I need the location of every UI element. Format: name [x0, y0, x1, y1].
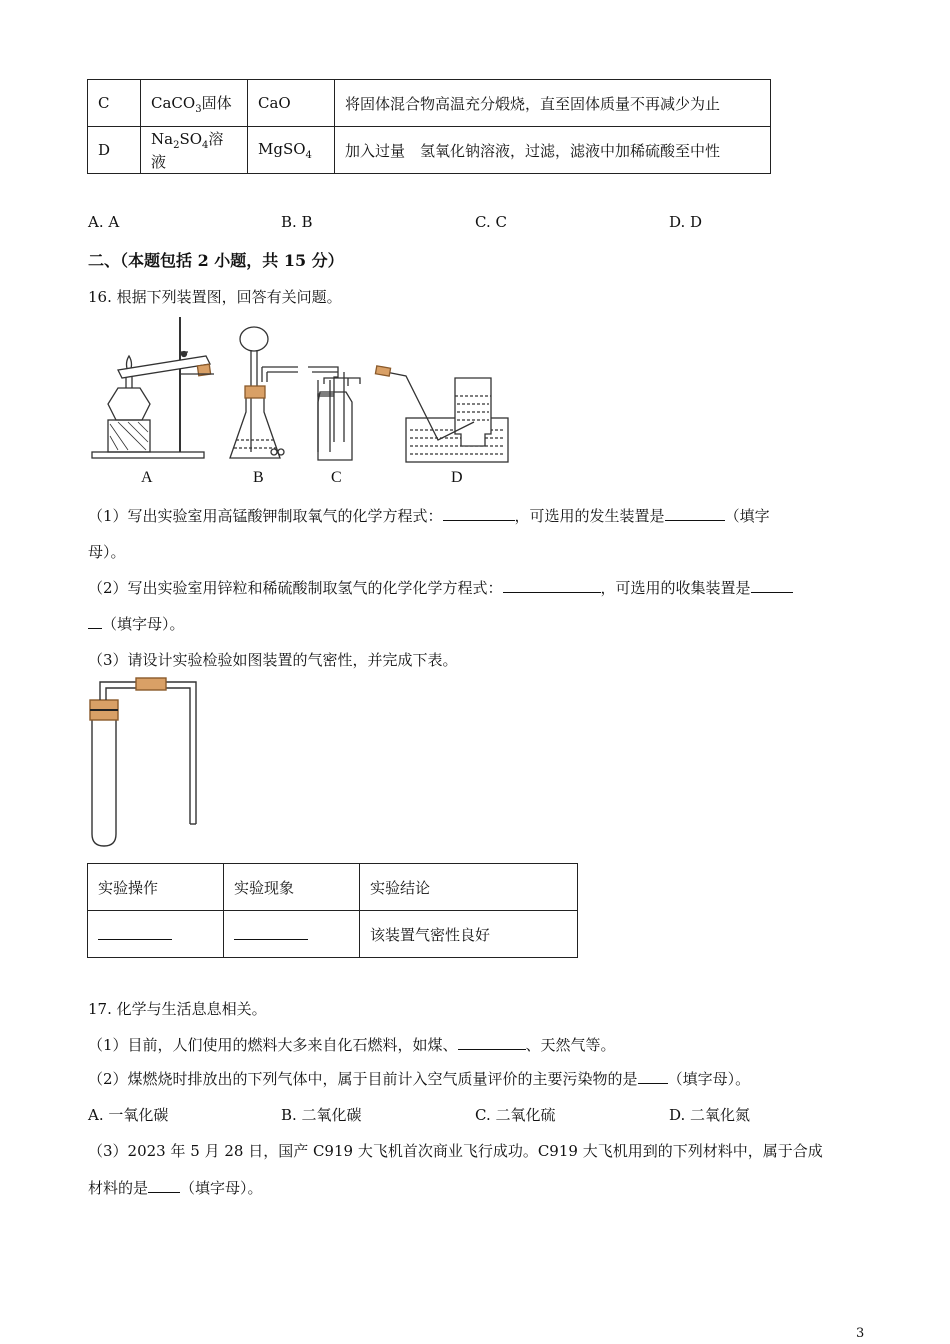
answer-blank[interactable] — [148, 1178, 180, 1193]
q17-p2-text-a: （2）煤燃烧时排放出的下列气体中，属于目前计入空气质量评价的主要污染物的是 — [88, 1070, 638, 1088]
substance-cell: CaCO$_3$固体 — [141, 80, 248, 127]
answer-blank[interactable] — [751, 578, 793, 593]
q16-stem: 16. 根据下列装置图，回答有关问题。 — [88, 288, 342, 306]
q17-option-b: B. 二氧化碳 — [281, 1106, 362, 1124]
q17-p3-text-b: 材料的是 — [88, 1179, 149, 1197]
q17-p1-text-b: 、天然气等。 — [525, 1036, 616, 1054]
q16-p1-text-c: （填字 — [724, 507, 770, 525]
header-conclusion: 实验结论 — [360, 864, 578, 911]
apparatus-c-icon — [308, 367, 360, 460]
answer-blank[interactable] — [665, 506, 725, 521]
q15-option-c: C. C — [475, 213, 507, 231]
header-operation: 实验操作 — [88, 864, 224, 911]
table-header-row — [88, 864, 578, 911]
experiment-table — [87, 863, 578, 958]
q17-part3-line1: （3）2023 年 5 月 28 日，国产 C919 大飞机首次商业飞行成功。C919 大飞机用到的下列材料中，属于合成 — [88, 1142, 823, 1160]
substance-cell: $Na_2SO_4$溶液 — [141, 127, 248, 174]
page-number: 3 — [856, 1326, 865, 1341]
q16-part2-line1 — [88, 577, 793, 598]
q17-part3-line2 — [88, 1177, 263, 1198]
q17-p2-text-b: （填字母）。 — [667, 1070, 751, 1088]
impurity-cell: MgSO$_4$ — [248, 127, 335, 174]
answer-blank[interactable] — [443, 506, 515, 521]
answer-blank[interactable] — [458, 1035, 526, 1050]
q17-p1-text-a: （1）目前，人们使用的燃料大多来自化石燃料，如煤、 — [88, 1036, 458, 1054]
q15-option-d: D. D — [669, 213, 703, 231]
q17-part1 — [88, 1034, 616, 1055]
q16-p2-text-b: ，可选用的收集装置是 — [600, 579, 751, 597]
operation-cell — [88, 911, 224, 958]
answer-blank[interactable] — [98, 925, 172, 940]
q16-p1-text-a: （1）写出实验室用高锰酸钾制取氧气的化学方程式： — [88, 507, 443, 525]
reagent-table — [87, 79, 771, 174]
table-row — [88, 911, 578, 958]
row-letter: D — [88, 127, 141, 174]
q16-p2-text-a: （2）写出实验室用锌粒和稀硫酸制取氢气的化学化学方程式： — [88, 579, 503, 597]
q16-part3: （3）请设计实验检验如图装置的气密性，并完成下表。 — [88, 651, 458, 669]
conclusion-cell: 该装置气密性良好 — [360, 911, 578, 958]
apparatus-label-a: A — [141, 469, 153, 486]
q16-part2-line2 — [88, 613, 185, 634]
answer-blank[interactable] — [503, 578, 601, 593]
q17-option-d: D. 二氧化氮 — [669, 1106, 751, 1124]
table-row — [88, 80, 771, 127]
apparatus-label-c: C — [331, 469, 342, 486]
method-cell: 将固体混合物高温充分煅烧，直至固体质量不再减少为止 — [335, 80, 771, 127]
apparatus-label-b: B — [253, 469, 264, 486]
airtightness-apparatus-icon — [88, 676, 208, 848]
apparatus-a-icon — [92, 317, 214, 458]
apparatus-figure — [88, 312, 518, 490]
impurity-cell: CaO — [248, 80, 335, 127]
q16-part1-line2: 母）。 — [88, 543, 126, 561]
q16-part1-line1 — [88, 505, 770, 526]
q17-option-c: C. 二氧化硫 — [475, 1106, 556, 1124]
section-title: 二、（本题包括 2 小题，共 15 分） — [88, 251, 344, 270]
q15-option-a: A. A — [88, 213, 120, 231]
apparatus-d-icon — [375, 366, 508, 462]
table-row — [88, 127, 771, 174]
q17-stem: 17. 化学与生活息息相关。 — [88, 1000, 267, 1018]
header-phenomenon: 实验现象 — [224, 864, 360, 911]
apparatus-label-d: D — [451, 469, 463, 486]
phenomenon-cell — [224, 911, 360, 958]
answer-blank[interactable] — [88, 614, 102, 629]
q16-p1-text-b: ，可选用的发生装置是 — [514, 507, 665, 525]
answer-blank[interactable] — [638, 1069, 668, 1084]
apparatus-b-icon — [230, 327, 298, 458]
row-letter: C — [88, 80, 141, 127]
q17-part2 — [88, 1068, 750, 1089]
method-cell: 加入过量 氢氧化钠溶液，过滤，滤液中加稀硫酸至中性 — [335, 127, 771, 174]
q17-option-a: A. 一氧化碳 — [88, 1106, 169, 1124]
q15-option-b: B. B — [281, 213, 313, 231]
q16-p2-text-c: （填字母）。 — [102, 615, 185, 633]
q17-p3-text-c: （填字母）。 — [180, 1179, 263, 1197]
answer-blank[interactable] — [234, 925, 308, 940]
